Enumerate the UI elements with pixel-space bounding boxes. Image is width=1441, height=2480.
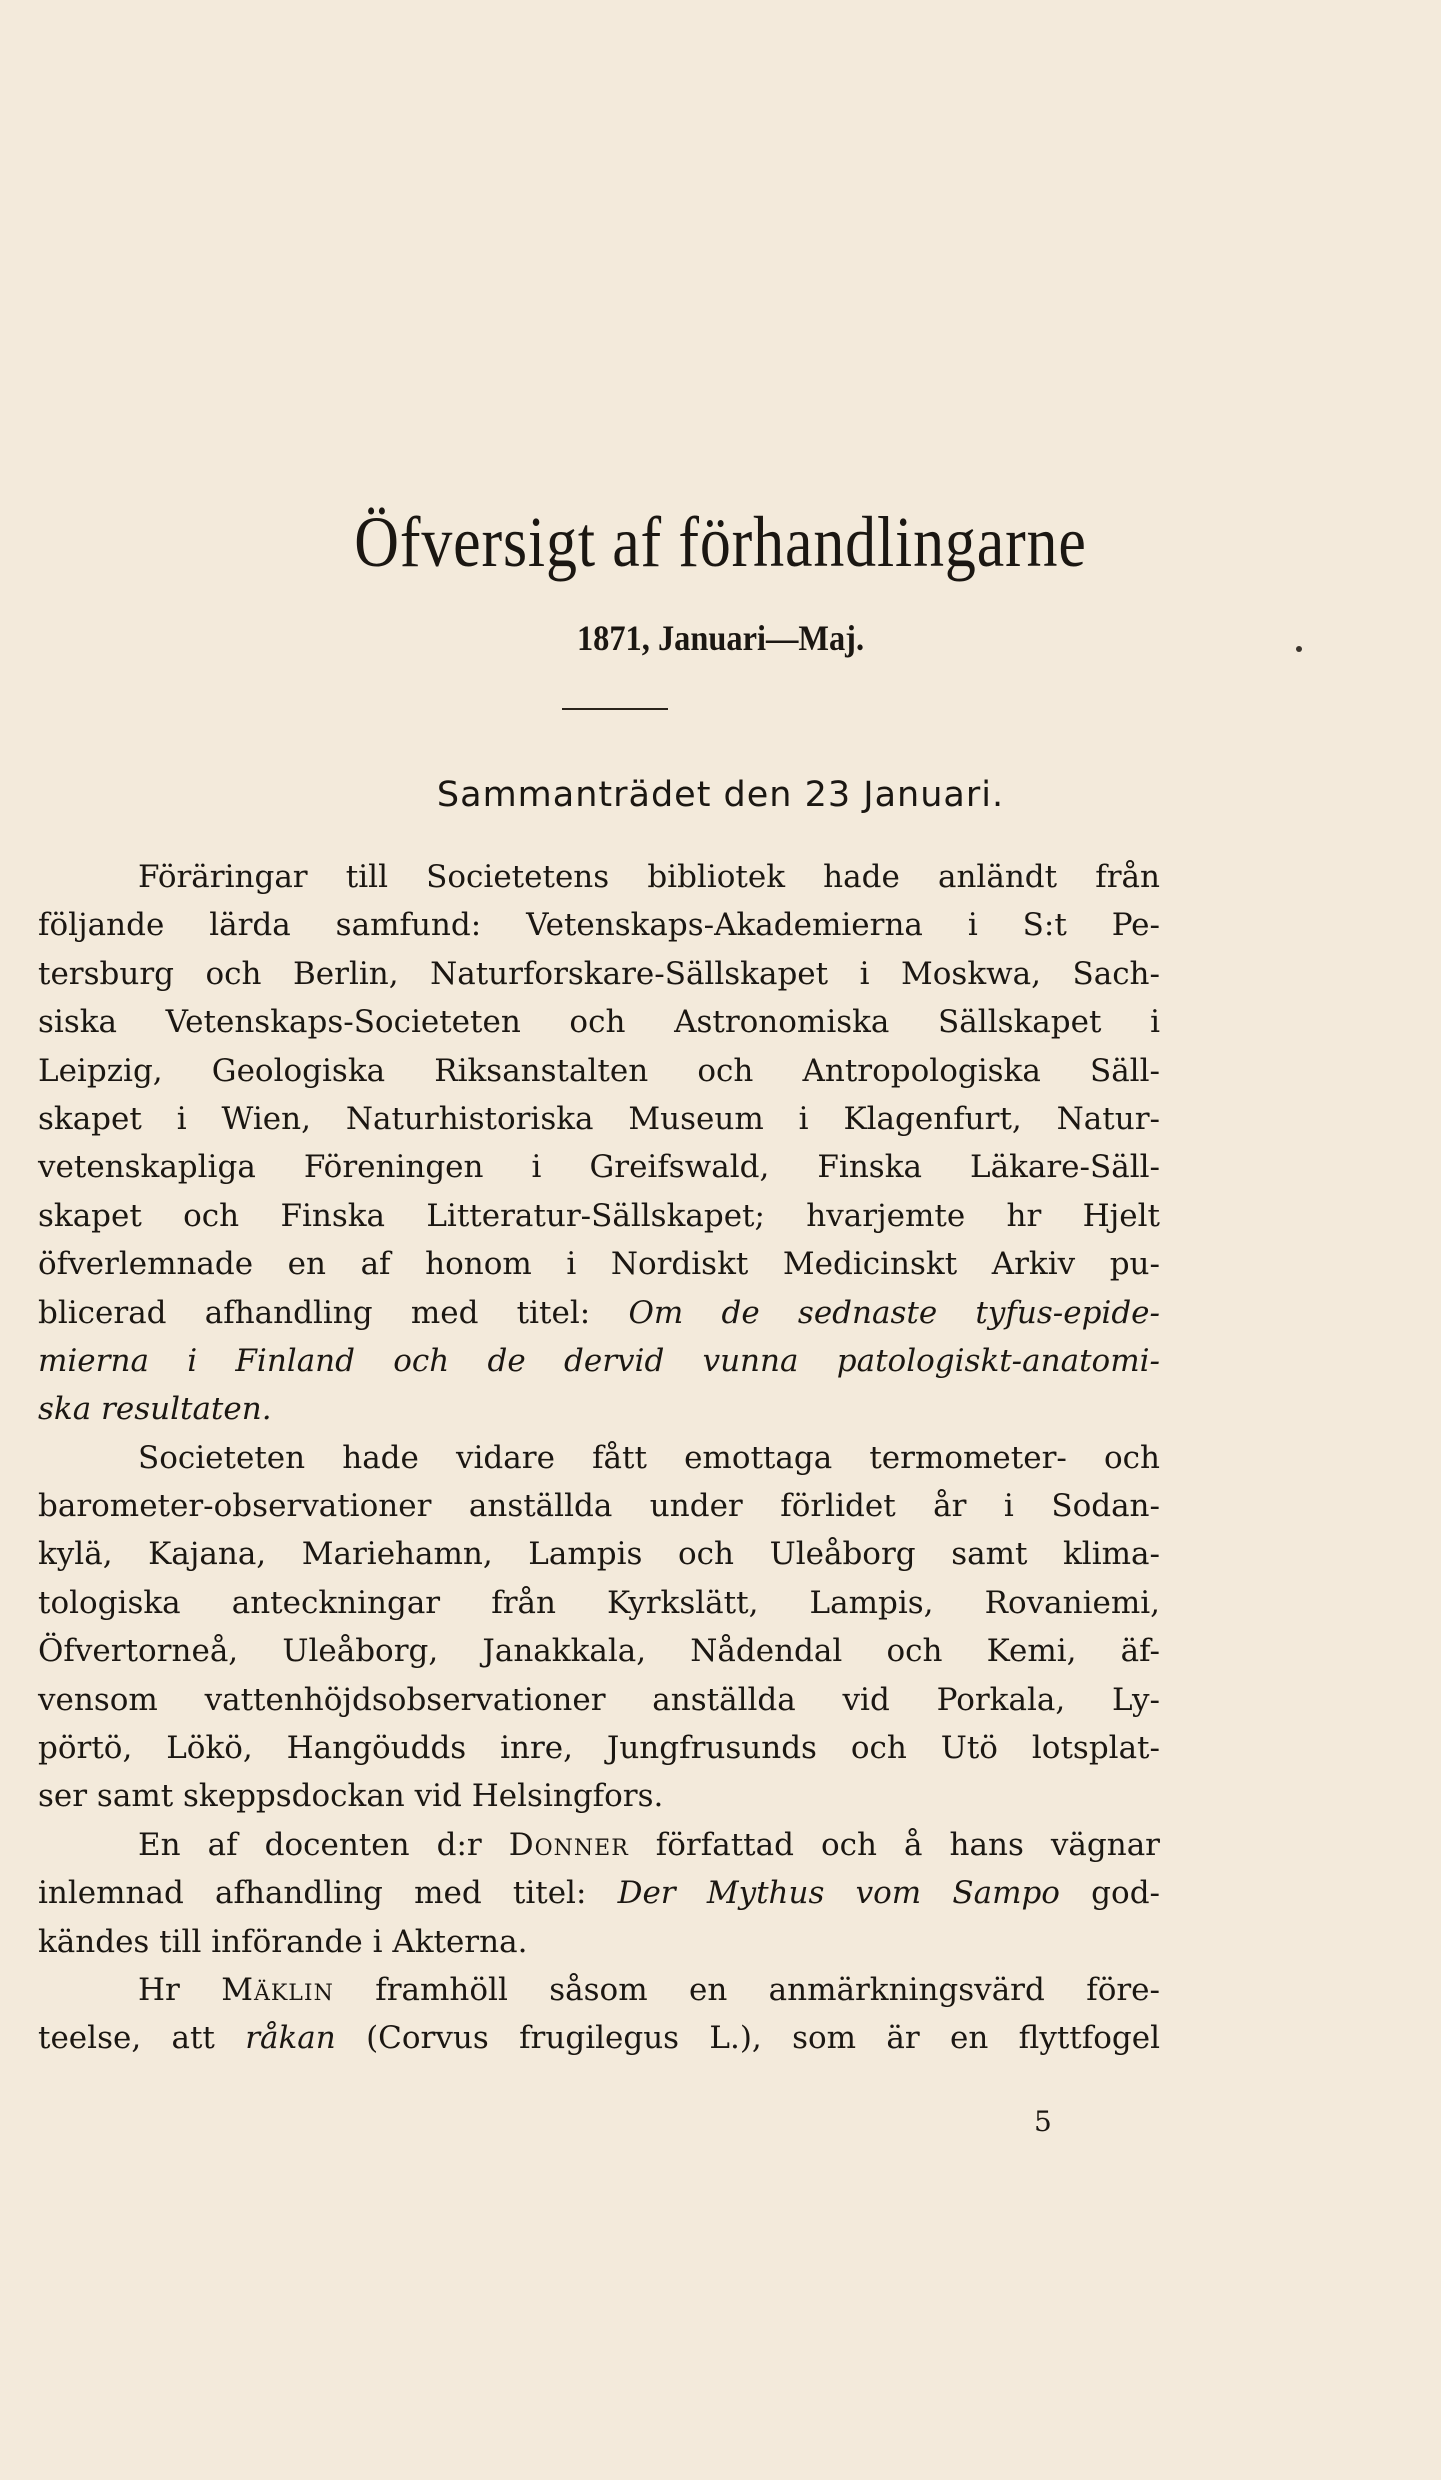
- text-run: En af docenten d:r: [138, 1826, 509, 1863]
- page-title: Öfversigt af förhandlingarne: [354, 502, 1087, 582]
- text-line: siska Vetenskaps-Societeten och Astronomiska Sällskapet i: [38, 1004, 1160, 1041]
- species-italic: råkan: [245, 2020, 336, 2057]
- person-name: Mäklin: [221, 1971, 334, 2008]
- text-line: [38, 2014, 1160, 2062]
- meeting-heading: Sammanträdet den 23 Januari.: [436, 775, 1005, 815]
- title-italic: Der Mythus vom Sampo: [617, 1875, 1060, 1912]
- text-line: kändes till införande i Akterna.: [38, 1923, 528, 1960]
- text-line: [38, 1869, 1160, 1917]
- text-line: tersburg och Berlin, Naturforskare-Sällskapet i Moskwa, Sach-: [38, 955, 1160, 992]
- text-line: vetenskapliga Föreningen i Greifswald, Finska Läkare-Säll-: [38, 1149, 1160, 1186]
- body-text: [38, 853, 1160, 2063]
- text-line: följande lärda samfund: Vetenskaps-Akademierna i S:t Pe-: [38, 907, 1160, 944]
- page-number: 5: [1034, 2105, 1052, 2138]
- text-line: mierna i Finland och de dervid vunna patologiskt-anatomi-: [38, 1342, 1160, 1379]
- text-line: [38, 1821, 1160, 1869]
- text-line: tologiska anteckningar från Kyrkslätt, Lampis, Rovaniemi,: [38, 1584, 1160, 1621]
- text-line: ser samt skeppsdockan vid Helsingfors.: [38, 1778, 664, 1815]
- text-line: vensom vattenhöjdsobservationer anställda vid Porkala, Ly-: [38, 1681, 1160, 1718]
- text-line: Leipzig, Geologiska Riksanstalten och Antropologiska Säll-: [38, 1052, 1160, 1089]
- text-run: inlemnad afhandling med titel:: [38, 1875, 618, 1912]
- text-line: [38, 1966, 1160, 2014]
- separator-rule: [562, 708, 668, 710]
- text-line: skapet i Wien, Naturhistoriska Museum i Klagenfurt, Natur-: [38, 1100, 1160, 1137]
- text-run: Hr: [138, 1971, 222, 2008]
- text-run: teelse, att: [38, 2020, 246, 2057]
- text-run: blicerad afhandling med titel:: [38, 1294, 629, 1331]
- date-range-subtitle: 1871, Januari—Maj.: [576, 618, 865, 658]
- text-run: framhöll såsom en anmärkningsvärd före-: [333, 1971, 1160, 2008]
- text-run: författad och å hans vägnar: [628, 1826, 1160, 1863]
- text-line: ska resultaten.: [38, 1391, 272, 1428]
- text-line: skapet och Finska Litteratur-Sällskapet; hvarjemte hr Hjelt: [38, 1197, 1160, 1234]
- text-run: god-: [1059, 1875, 1161, 1912]
- text-line: Föräringar till Societetens bibliotek hade anländt från: [138, 859, 1160, 895]
- text-line: pörtö, Lökö, Hangöudds inre, Jungfrusunds och Utö lotsplat-: [38, 1730, 1160, 1767]
- text-line: [38, 1289, 1160, 1337]
- text-line: barometer-observationer anställda under förlidet år i Sodan-: [38, 1488, 1160, 1525]
- person-name: Donner: [508, 1826, 629, 1863]
- text-line: kylä, Kajana, Mariehamn, Lampis och Uleåborg samt klima-: [38, 1536, 1160, 1573]
- text-line: Öfvertorneå, Uleåborg, Janakkala, Nådendal och Kemi, äf-: [38, 1633, 1160, 1670]
- title-italic: Om de sednaste tyfus-epide-: [628, 1294, 1160, 1331]
- text-line: öfverlemnade en af honom i Nordiskt Medicinskt Arkiv pu-: [38, 1246, 1160, 1283]
- text-line: Societeten hade vidare fått emottaga termometer- och: [138, 1439, 1160, 1476]
- ink-speck: [1296, 646, 1302, 652]
- text-run: (Corvus frugilegus L.), som är en flyttfogel: [335, 2020, 1160, 2057]
